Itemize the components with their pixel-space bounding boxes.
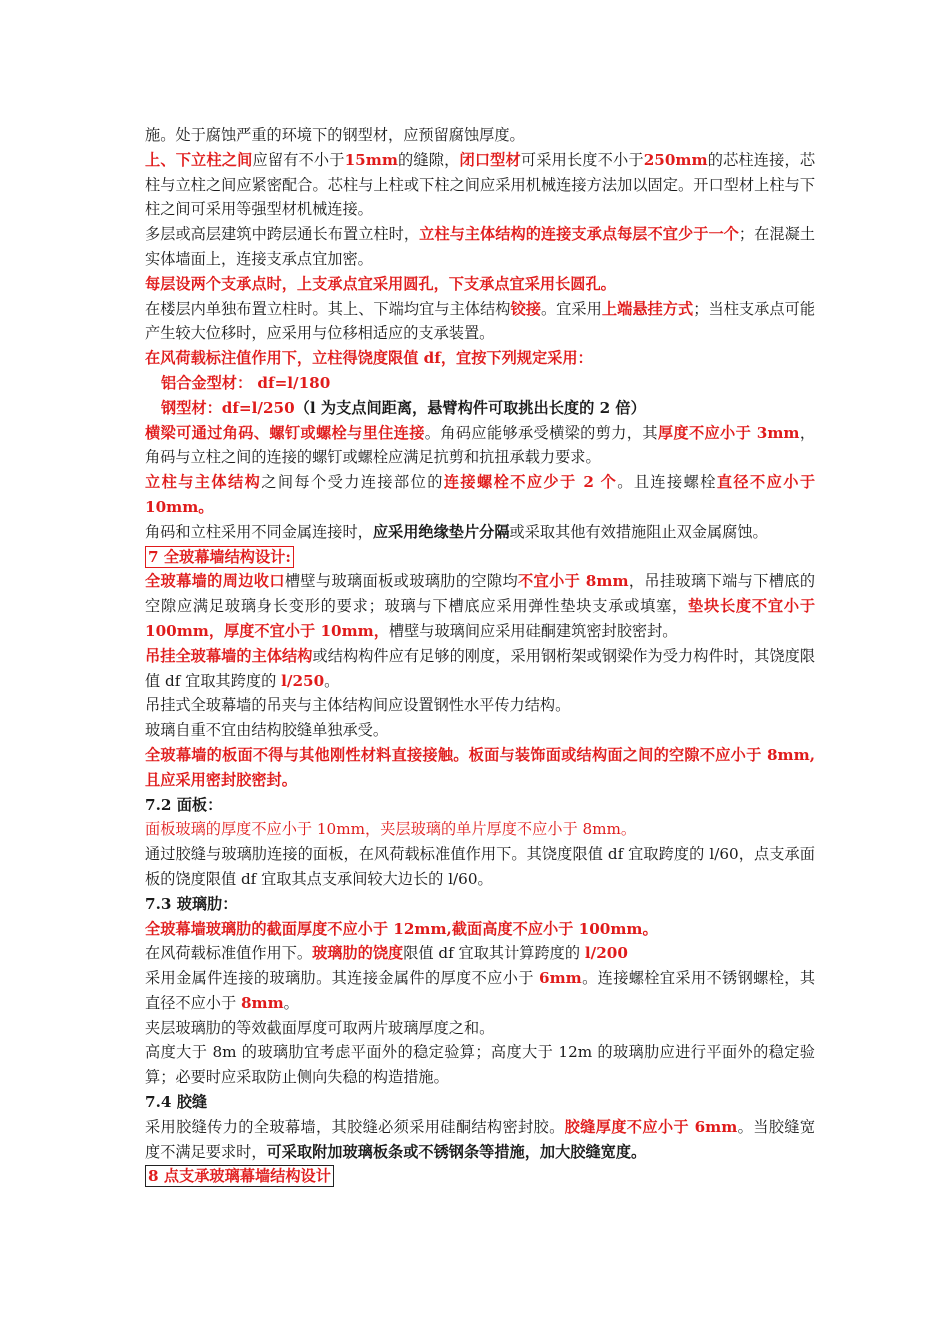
- highlight-text: l/250: [281, 671, 325, 690]
- highlight-text: 上、下立柱之间: [145, 150, 253, 169]
- highlight-text: 全玻幕墙的周边收口: [145, 572, 285, 591]
- heading-7-2: 7.2 面板：: [145, 795, 223, 814]
- section-heading: [145, 793, 815, 818]
- highlight-text: 连接螺栓不应少于 2 个: [443, 473, 618, 492]
- paragraph: [145, 817, 815, 842]
- text: 在风荷载标准值作用下。: [145, 944, 313, 963]
- paragraph: [145, 743, 815, 793]
- highlight-text: 铰接: [510, 299, 541, 318]
- highlight-text: 面板玻璃的厚度不应小于 10mm，夹层玻璃的单片厚度不应小于 8mm。: [145, 820, 637, 839]
- section-heading: [145, 545, 815, 570]
- text: 夹层玻璃肋的等效截面厚度可取两片玻璃厚度之和。: [145, 1018, 495, 1037]
- text: 或采取其他有效措施阻止双金属腐蚀。: [509, 522, 768, 541]
- paragraph: [145, 222, 815, 272]
- paragraph: [145, 371, 815, 396]
- highlight-text: 胶缝厚度不应小于 6mm: [564, 1117, 738, 1136]
- highlight-text: 玻璃肋的饶度: [312, 944, 404, 963]
- text: 高度大于 8m 的玻璃肋宜考虑平面外的稳定验算；高度大于 12m 的玻璃肋应进行平面外的稳定验算；必要时应采取防止侧向失稳的构造措施。: [145, 1043, 815, 1087]
- text: 。且连接螺栓: [617, 473, 717, 492]
- highlight-text: 吊挂全玻幕墙的主体结构: [145, 646, 313, 665]
- highlight-text: 垫块长度不宜小于 100mm，厚度不宜小于 10mm，: [145, 597, 816, 640]
- paragraph: [145, 470, 815, 520]
- text: 。连接螺栓宜采用不锈钢螺栓，其直径不应小于: [145, 969, 816, 1012]
- highlight-text: 每层设两个支承点时，上支承点宜采用圆孔，下支承点宜采用长圆孔。: [145, 274, 616, 293]
- text: 多层或高层建筑中跨层通长布置立柱时，: [145, 225, 420, 244]
- paragraph: [145, 520, 815, 545]
- highlight-text: l/200: [584, 944, 628, 963]
- text: 可采用长度不小于: [520, 150, 644, 169]
- text: 槽壁与玻璃面板或玻璃肋的空隙均: [284, 572, 518, 591]
- text: 采用胶缝传力的全玻幕墙，其胶缝必须采用硅酮结构密封胶。: [145, 1117, 565, 1136]
- text: 在楼层内单独布置立柱时。其上、下端均宜与主体结构: [145, 299, 511, 318]
- paragraph: [145, 1040, 815, 1090]
- highlight-text: 6mm: [539, 969, 582, 988]
- highlight-text: 厚度不应小于 3mm: [657, 423, 800, 442]
- bold-text: 可采取附加玻璃板条或不锈钢条等措施，加大胶缝宽度。: [266, 1142, 647, 1161]
- paragraph: [145, 693, 815, 718]
- highlight-text: 直径不应小于 10mm。: [145, 473, 816, 516]
- text: ，角码与立柱之间的连接的螺钉或螺栓应满足抗剪和抗扭承载力要求。: [145, 423, 816, 467]
- text: ；在混凝土实体墙面上，连接支承点宜加密。: [145, 225, 816, 268]
- text: 采用金属件连接的玻璃肋。其连接金属件的厚度不应小于: [145, 969, 539, 988]
- text: 限值 df 宜取其计算跨度的: [403, 944, 585, 963]
- bold-text: （l 为支点间距离，悬臂构件可取挑出长度的 2 倍）: [294, 398, 646, 417]
- section-heading: [145, 892, 815, 917]
- highlight-text: 闭口型材: [459, 150, 521, 169]
- section-heading: [145, 1090, 815, 1115]
- text: 。宜采用: [540, 299, 602, 318]
- paragraph: [145, 148, 815, 222]
- highlight-text: 铝合金型材： df=l/180: [161, 373, 331, 392]
- highlight-text: 250mm: [643, 150, 708, 169]
- text: 。: [324, 671, 340, 690]
- text: ；当柱支承点可能产生较大位移时，应采用与位移相适应的支承装置。: [145, 299, 816, 343]
- paragraph: [145, 1016, 815, 1041]
- section-heading: [145, 1164, 815, 1189]
- highlight-text: 全玻幕墙玻璃肋的截面厚度不应小于 12mm,截面高度不应小于 100mm。: [145, 919, 658, 938]
- text: 的芯柱连接，芯柱与立柱之间应紧密配合。芯柱与上柱或下柱之间应采用机械连接方法加以固定。开口型材上柱与下柱之间可采用等强型材机械连接。: [145, 150, 816, 219]
- highlight-text: 全玻幕墙的板面不得与其他刚性材料直接接触。板面与装饰面或结构面之间的空隙不应小于 8mm,且应采用密封胶密封。: [145, 745, 815, 789]
- text: 。当胶缝宽度不满足要求时，: [145, 1117, 816, 1161]
- highlight-text: 立柱与主体结构: [145, 473, 262, 492]
- paragraph: [145, 346, 815, 371]
- text: 或结构构件应有足够的刚度，采用钢桁架或钢梁作为受力构件时，其饶度限值 df 宜取其跨度的: [145, 646, 816, 690]
- text: 角码和立柱采用不同金属连接时，: [145, 522, 373, 541]
- highlight-text: 在风荷载标注值作用下，立柱得饶度限值 df，宜按下列规定采用：: [145, 349, 593, 368]
- text: 。: [283, 993, 299, 1012]
- paragraph: [145, 297, 815, 347]
- highlight-text: 立柱与主体结构的连接支承点每层不宜少于一个: [419, 225, 739, 244]
- bold-text: 应采用绝缘垫片分隔: [372, 522, 510, 541]
- paragraph: [145, 842, 815, 892]
- paragraph: [145, 396, 815, 421]
- text: 吊挂式全玻幕墙的吊夹与主体结构间应设置钢性水平传力结构。: [145, 696, 571, 715]
- heading-7-3: 7.3 玻璃肋：: [145, 894, 238, 913]
- highlight-text: 8mm: [240, 993, 284, 1012]
- paragraph: [145, 421, 815, 471]
- highlight-text: 上端悬挂方式: [601, 299, 694, 318]
- paragraph: [145, 272, 815, 297]
- text: 施。处于腐蚀严重的环境下的钢型材，应预留腐蚀厚度。: [145, 126, 525, 144]
- document-body: [145, 123, 815, 1189]
- paragraph: [145, 718, 815, 743]
- heading-7: 7 全玻幕墙结构设计:: [145, 546, 294, 568]
- text: 通过胶缝与玻璃肋连接的面板，在风荷载标准值作用下。其饶度限值 df 宜取跨度的 l/60，点支承面板的饶度限值 df 宜取其点支承间较大边长的 l/60。: [145, 845, 815, 888]
- highlight-text: 不宜小于 8mm: [518, 572, 629, 591]
- heading-7-4: 7.4 胶缝: [145, 1093, 208, 1112]
- text: 玻璃自重不宜由结构胶缝单独承受。: [145, 721, 388, 740]
- paragraph: [145, 123, 815, 148]
- paragraph: [145, 569, 815, 643]
- text: 之间每个受力连接部位的: [261, 473, 444, 492]
- paragraph: [145, 941, 815, 966]
- text: 应留有不小于: [252, 150, 345, 169]
- highlight-text: 横梁可通过角码、螺钉或螺栓与里住连接: [145, 423, 425, 442]
- paragraph: [145, 644, 815, 694]
- highlight-text: 15mm: [344, 150, 398, 169]
- text: ，吊挂玻璃下端与下槽底的空隙应满足玻璃身长变形的要求；玻璃与下槽底应采用弹性垫块支承或填塞，: [145, 572, 816, 616]
- text: 槽壁与玻璃间应采用硅酮建筑密封胶密封。: [388, 621, 678, 640]
- highlight-text: 钢型材：df=l/250: [161, 398, 295, 417]
- heading-8: 8 点支承玻璃幕墙结构设计: [145, 1165, 334, 1187]
- text: 。角码应能够承受横梁的剪力，其: [424, 423, 658, 442]
- paragraph: [145, 966, 815, 1016]
- text: 的缝隙，: [397, 150, 460, 169]
- paragraph: [145, 1115, 815, 1165]
- paragraph: [145, 917, 815, 942]
